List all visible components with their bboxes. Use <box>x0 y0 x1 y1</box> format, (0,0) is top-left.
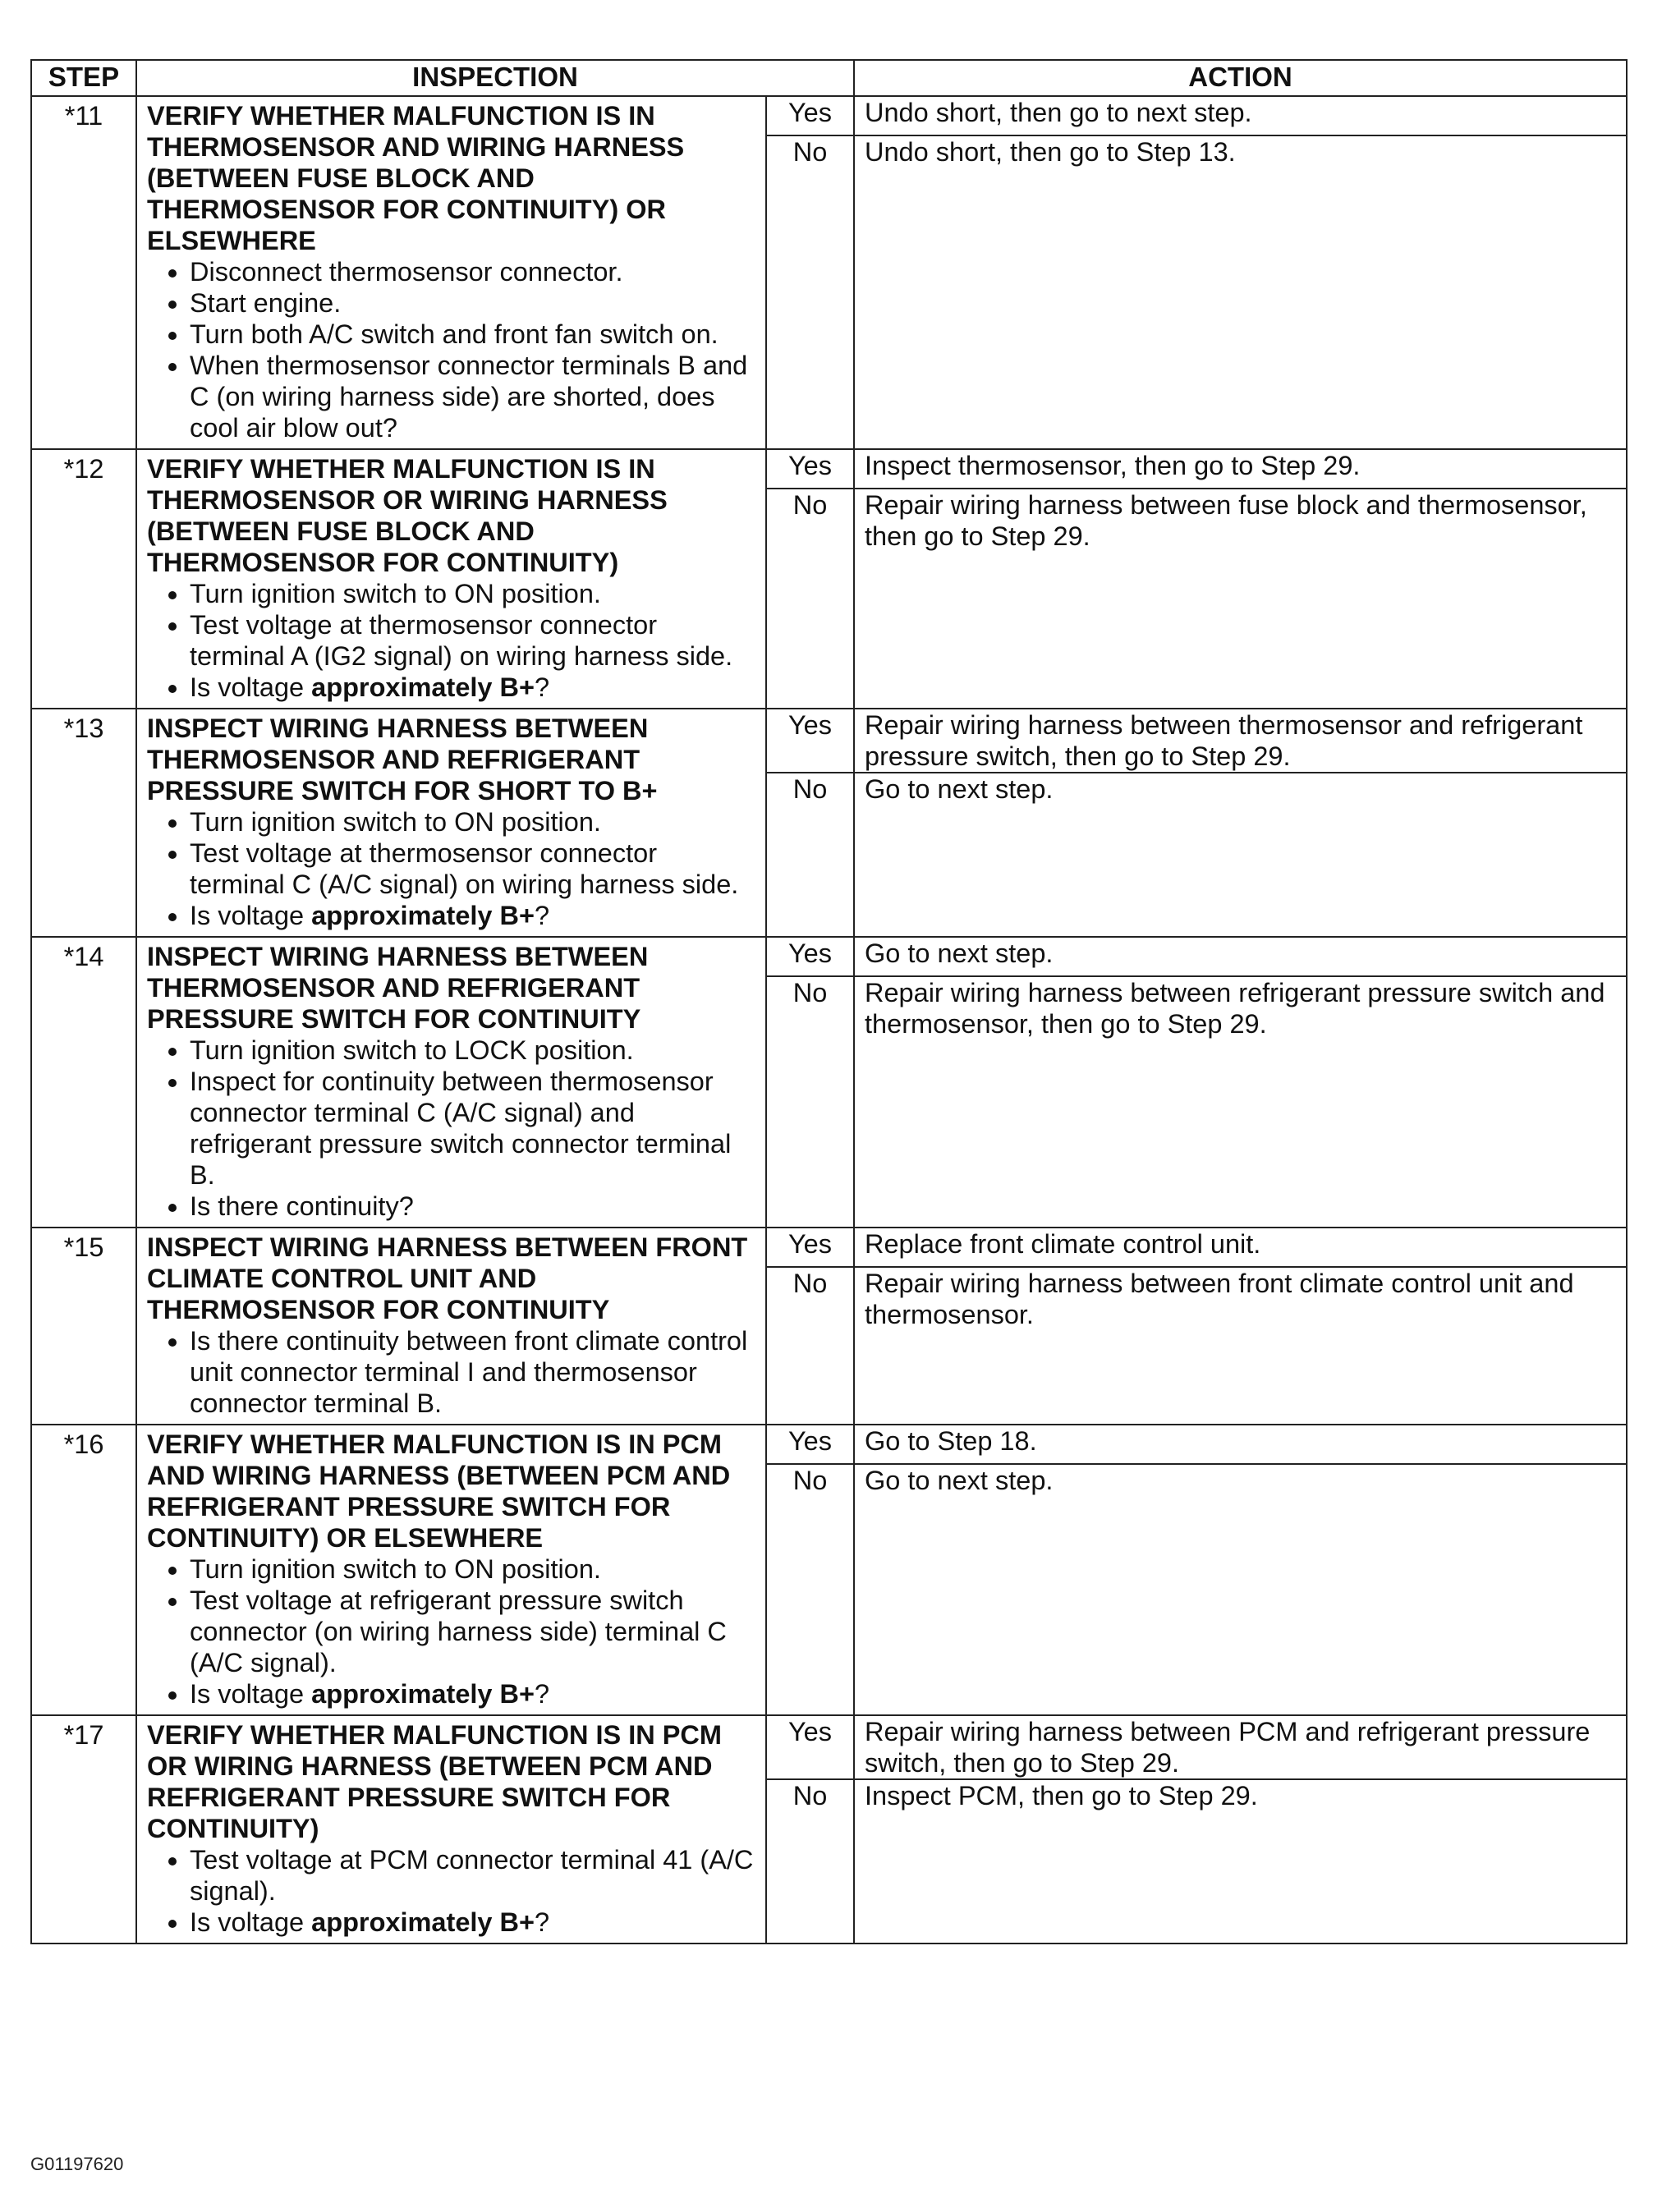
bullet-after-text: ? <box>534 672 550 702</box>
no-label: No <box>766 1779 854 1944</box>
no-label: No <box>766 773 854 937</box>
bullet-text: Test voltage at thermosensor connector terminal A (IG2 signal) on wiring harness side. <box>190 610 733 671</box>
yes-label: Yes <box>766 709 854 773</box>
no-label: No <box>766 1464 854 1715</box>
inspection-cell <box>136 1228 766 1425</box>
no-action: Go to next step. <box>854 1464 1627 1715</box>
inspection-bullet <box>190 1585 757 1678</box>
no-action: Undo short, then go to Step 13. <box>854 135 1627 449</box>
inspection-cell <box>136 709 766 937</box>
bullet-text: Inspect for continuity between thermosensor connector terminal C (A/C signal) and refrigerant pressure switch connector terminal B. <box>190 1067 732 1190</box>
inspection-bullets <box>147 578 757 703</box>
inspection-bullets <box>147 806 757 931</box>
inspection-bullet <box>190 1066 757 1191</box>
step-number: *13 <box>31 709 136 937</box>
inspection-bullet <box>190 609 757 672</box>
inspection-title: VERIFY WHETHER MALFUNCTION IS IN THERMOSENSOR OR WIRING HARNESS (BETWEEN FUSE BLOCK AND THERMOSENSOR FOR CONTINUITY) <box>147 454 668 577</box>
inspection-title: INSPECT WIRING HARNESS BETWEEN THERMOSENSOR AND REFRIGERANT PRESSURE SWITCH FOR SHORT TO B+ <box>147 714 658 805</box>
inspection-bullet <box>190 578 757 609</box>
inspection-bullet <box>190 1191 757 1222</box>
table-row <box>31 709 1627 773</box>
bullet-text: Start engine. <box>190 288 342 318</box>
yes-action: Go to next step. <box>854 937 1627 976</box>
inspection-title: VERIFY WHETHER MALFUNCTION IS IN THERMOSENSOR AND WIRING HARNESS (BETWEEN FUSE BLOCK AND THERMOSENSOR FOR CONTINUITY) OR ELSEWHERE <box>147 101 685 255</box>
inspection-title: VERIFY WHETHER MALFUNCTION IS IN PCM AND WIRING HARNESS (BETWEEN PCM AND REFRIGERANT PRESSURE SWITCH FOR CONTINUITY) OR ELSEWHERE <box>147 1430 731 1553</box>
inspection-cell <box>136 449 766 709</box>
yes-label: Yes <box>766 449 854 489</box>
yes-action: Repair wiring harness between PCM and refrigerant pressure switch, then go to Step 29. <box>854 1715 1627 1779</box>
inspection-bullets <box>147 1553 757 1709</box>
table-row <box>31 1228 1627 1267</box>
inspection-cell <box>136 937 766 1228</box>
step-number: *15 <box>31 1228 136 1425</box>
inspection-cell <box>136 96 766 449</box>
inspection-header: INSPECTION <box>136 60 854 96</box>
inspection-bullet <box>190 672 757 703</box>
inspection-bullet <box>190 900 757 931</box>
inspection-bullet <box>190 256 757 287</box>
inspection-title: INSPECT WIRING HARNESS BETWEEN FRONT CLIMATE CONTROL UNIT AND THERMOSENSOR FOR CONTINUITY <box>147 1232 748 1324</box>
inspection-cell <box>136 1715 766 1944</box>
inspection-bullet <box>190 1325 757 1419</box>
inspection-bullet <box>190 838 757 900</box>
yes-label: Yes <box>766 1228 854 1267</box>
inspection-bullet <box>190 1553 757 1585</box>
yes-action: Undo short, then go to next step. <box>854 96 1627 135</box>
inspection-bullet <box>190 806 757 838</box>
table-header-row <box>31 60 1627 96</box>
step-number: *16 <box>31 1425 136 1715</box>
bullet-text: Turn ignition switch to ON position. <box>190 807 601 837</box>
bullet-bold-text: approximately B+ <box>311 901 535 930</box>
bullet-text: Is voltage <box>190 672 312 702</box>
bullet-text: Turn ignition switch to ON position. <box>190 1554 601 1584</box>
no-label: No <box>766 489 854 709</box>
bullet-text: Is there continuity? <box>190 1191 414 1221</box>
diagnostic-table <box>30 59 1628 1944</box>
inspection-bullets <box>147 256 757 443</box>
no-action: Inspect PCM, then go to Step 29. <box>854 1779 1627 1944</box>
no-label: No <box>766 976 854 1228</box>
bullet-bold-text: approximately B+ <box>311 1907 535 1937</box>
bullet-text: Turn ignition switch to ON position. <box>190 579 601 608</box>
inspection-bullet <box>190 1844 757 1907</box>
step-number: *14 <box>31 937 136 1228</box>
inspection-bullets <box>147 1035 757 1222</box>
inspection-bullet <box>190 287 757 319</box>
inspection-bullets <box>147 1844 757 1938</box>
inspection-bullets <box>147 1325 757 1419</box>
bullet-bold-text: approximately B+ <box>311 672 535 702</box>
no-label: No <box>766 135 854 449</box>
no-action: Go to next step. <box>854 773 1627 937</box>
bullet-text: Is there continuity between front climate control unit connector terminal I and thermosensor connector terminal B. <box>190 1326 748 1418</box>
step-number: *11 <box>31 96 136 449</box>
yes-label: Yes <box>766 1425 854 1464</box>
yes-action: Go to Step 18. <box>854 1425 1627 1464</box>
inspection-title: INSPECT WIRING HARNESS BETWEEN THERMOSENSOR AND REFRIGERANT PRESSURE SWITCH FOR CONTINUITY <box>147 942 649 1034</box>
bullet-text: Turn ignition switch to LOCK position. <box>190 1035 634 1065</box>
bullet-text: Turn both A/C switch and front fan switch on. <box>190 319 719 349</box>
bullet-text: Test voltage at thermosensor connector terminal C (A/C signal) on wiring harness side. <box>190 838 739 899</box>
figure-id: G01197620 <box>30 2154 124 2174</box>
no-action: Repair wiring harness between front climate control unit and thermosensor. <box>854 1267 1627 1425</box>
step-number: *17 <box>31 1715 136 1944</box>
inspection-bullet <box>190 319 757 350</box>
yes-label: Yes <box>766 1715 854 1779</box>
bullet-text: Test voltage at refrigerant pressure switch connector (on wiring harness side) terminal C (A/C signal). <box>190 1586 727 1677</box>
no-action: Repair wiring harness between refrigerant pressure switch and thermosensor, then go to Step 29. <box>854 976 1627 1228</box>
table-row <box>31 96 1627 135</box>
bullet-text: Is voltage <box>190 1907 312 1937</box>
table-row <box>31 1425 1627 1464</box>
bullet-after-text: ? <box>534 901 550 930</box>
bullet-text: Test voltage at PCM connector terminal 41 (A/C signal). <box>190 1845 754 1906</box>
yes-action: Repair wiring harness between thermosensor and refrigerant pressure switch, then go to Step 29. <box>854 709 1627 773</box>
yes-action: Replace front climate control unit. <box>854 1228 1627 1267</box>
table-row <box>31 937 1627 976</box>
bullet-after-text: ? <box>534 1907 550 1937</box>
inspection-title: VERIFY WHETHER MALFUNCTION IS IN PCM OR WIRING HARNESS (BETWEEN PCM AND REFRIGERANT PRESSURE SWITCH FOR CONTINUITY) <box>147 1720 722 1843</box>
yes-label: Yes <box>766 937 854 976</box>
bullet-bold-text: approximately B+ <box>311 1679 535 1709</box>
bullet-text: Is voltage <box>190 901 312 930</box>
inspection-cell <box>136 1425 766 1715</box>
bullet-text: Disconnect thermosensor connector. <box>190 257 623 287</box>
no-label: No <box>766 1267 854 1425</box>
bullet-text: When thermosensor connector terminals B and C (on wiring harness side) are shorted, does cool air blow out? <box>190 351 748 443</box>
bullet-text: Is voltage <box>190 1679 312 1709</box>
action-header: ACTION <box>854 60 1627 96</box>
bullet-after-text: ? <box>534 1679 550 1709</box>
table-row <box>31 449 1627 489</box>
step-header: STEP <box>31 60 136 96</box>
yes-label: Yes <box>766 96 854 135</box>
inspection-bullet <box>190 350 757 443</box>
step-number: *12 <box>31 449 136 709</box>
inspection-bullet <box>190 1035 757 1066</box>
inspection-bullet <box>190 1907 757 1938</box>
yes-action: Inspect thermosensor, then go to Step 29. <box>854 449 1627 489</box>
inspection-bullet <box>190 1678 757 1709</box>
no-action: Repair wiring harness between fuse block and thermosensor, then go to Step 29. <box>854 489 1627 709</box>
table-row <box>31 1715 1627 1779</box>
